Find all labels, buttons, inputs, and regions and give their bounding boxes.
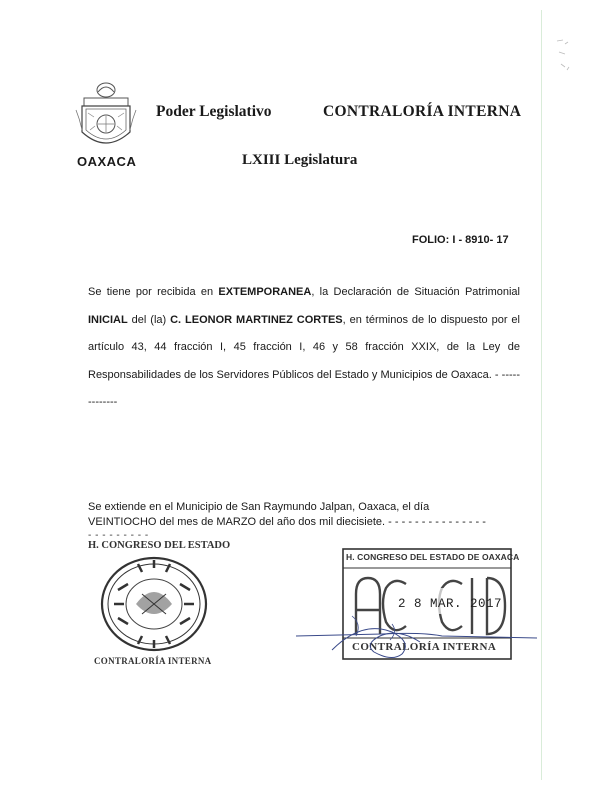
state-name: OAXACA [77, 154, 137, 169]
body-type: INICIAL [88, 313, 128, 326]
office-title: CONTRALORÍA INTERNA [323, 103, 522, 120]
stamp-bottom-text: CONTRALORÍA INTERNA [352, 641, 497, 653]
body-status: EXTEMPORANEA [218, 286, 312, 298]
closing-line-2: VEINTIOCHO del mes de MARZO del año dos mil diecisiete. - - - - - - - - - - - - - - - [88, 516, 486, 528]
stamp-date: 2 8 MAR. 2017 [398, 597, 503, 611]
branch-title: Poder Legislativo [156, 103, 272, 120]
legislature-title: LXIII Legislatura [242, 152, 358, 168]
body-mid1: , la Declaración de Situación Patrimonial [311, 286, 520, 298]
seal-top-label: H. CONGRESO DEL ESTADO [88, 540, 231, 551]
body-mid2: del (la) [127, 313, 171, 326]
folio-number: FOLIO: I - 8910- 17 [412, 234, 509, 246]
closing-line-1: Se extiende en el Municipio de San Raymundo Jalpan, Oaxaca, el día [88, 501, 430, 513]
stamp-top-text: H. CONGRESO DEL ESTADO DE OAXACA [346, 552, 520, 562]
closing-paragraph [88, 500, 520, 530]
margin-marks [555, 38, 575, 80]
signature-icon [292, 606, 542, 667]
body-intro: Se tiene por recibida en [88, 286, 219, 298]
body-paragraph [88, 279, 520, 417]
body-rest: , en términos de lo dispuesto por el artículo 43, 44 fracción I, 45 fracción I, 46 y 58 fracción XXIX, de la Ley de Responsabilidades de los Servidores Públicos del Estado y Municipios de Oaxaca. - ------------- [88, 313, 520, 408]
body-person: C. LEONOR MARTINEZ CORTES [170, 313, 343, 326]
seal-bottom-label: CONTRALORÍA INTERNA [94, 656, 212, 666]
closing-line-3: - - - - - - - - - [88, 530, 149, 541]
legislative-seal-icon [96, 554, 212, 659]
oaxaca-coat-of-arms-icon [74, 80, 138, 159]
